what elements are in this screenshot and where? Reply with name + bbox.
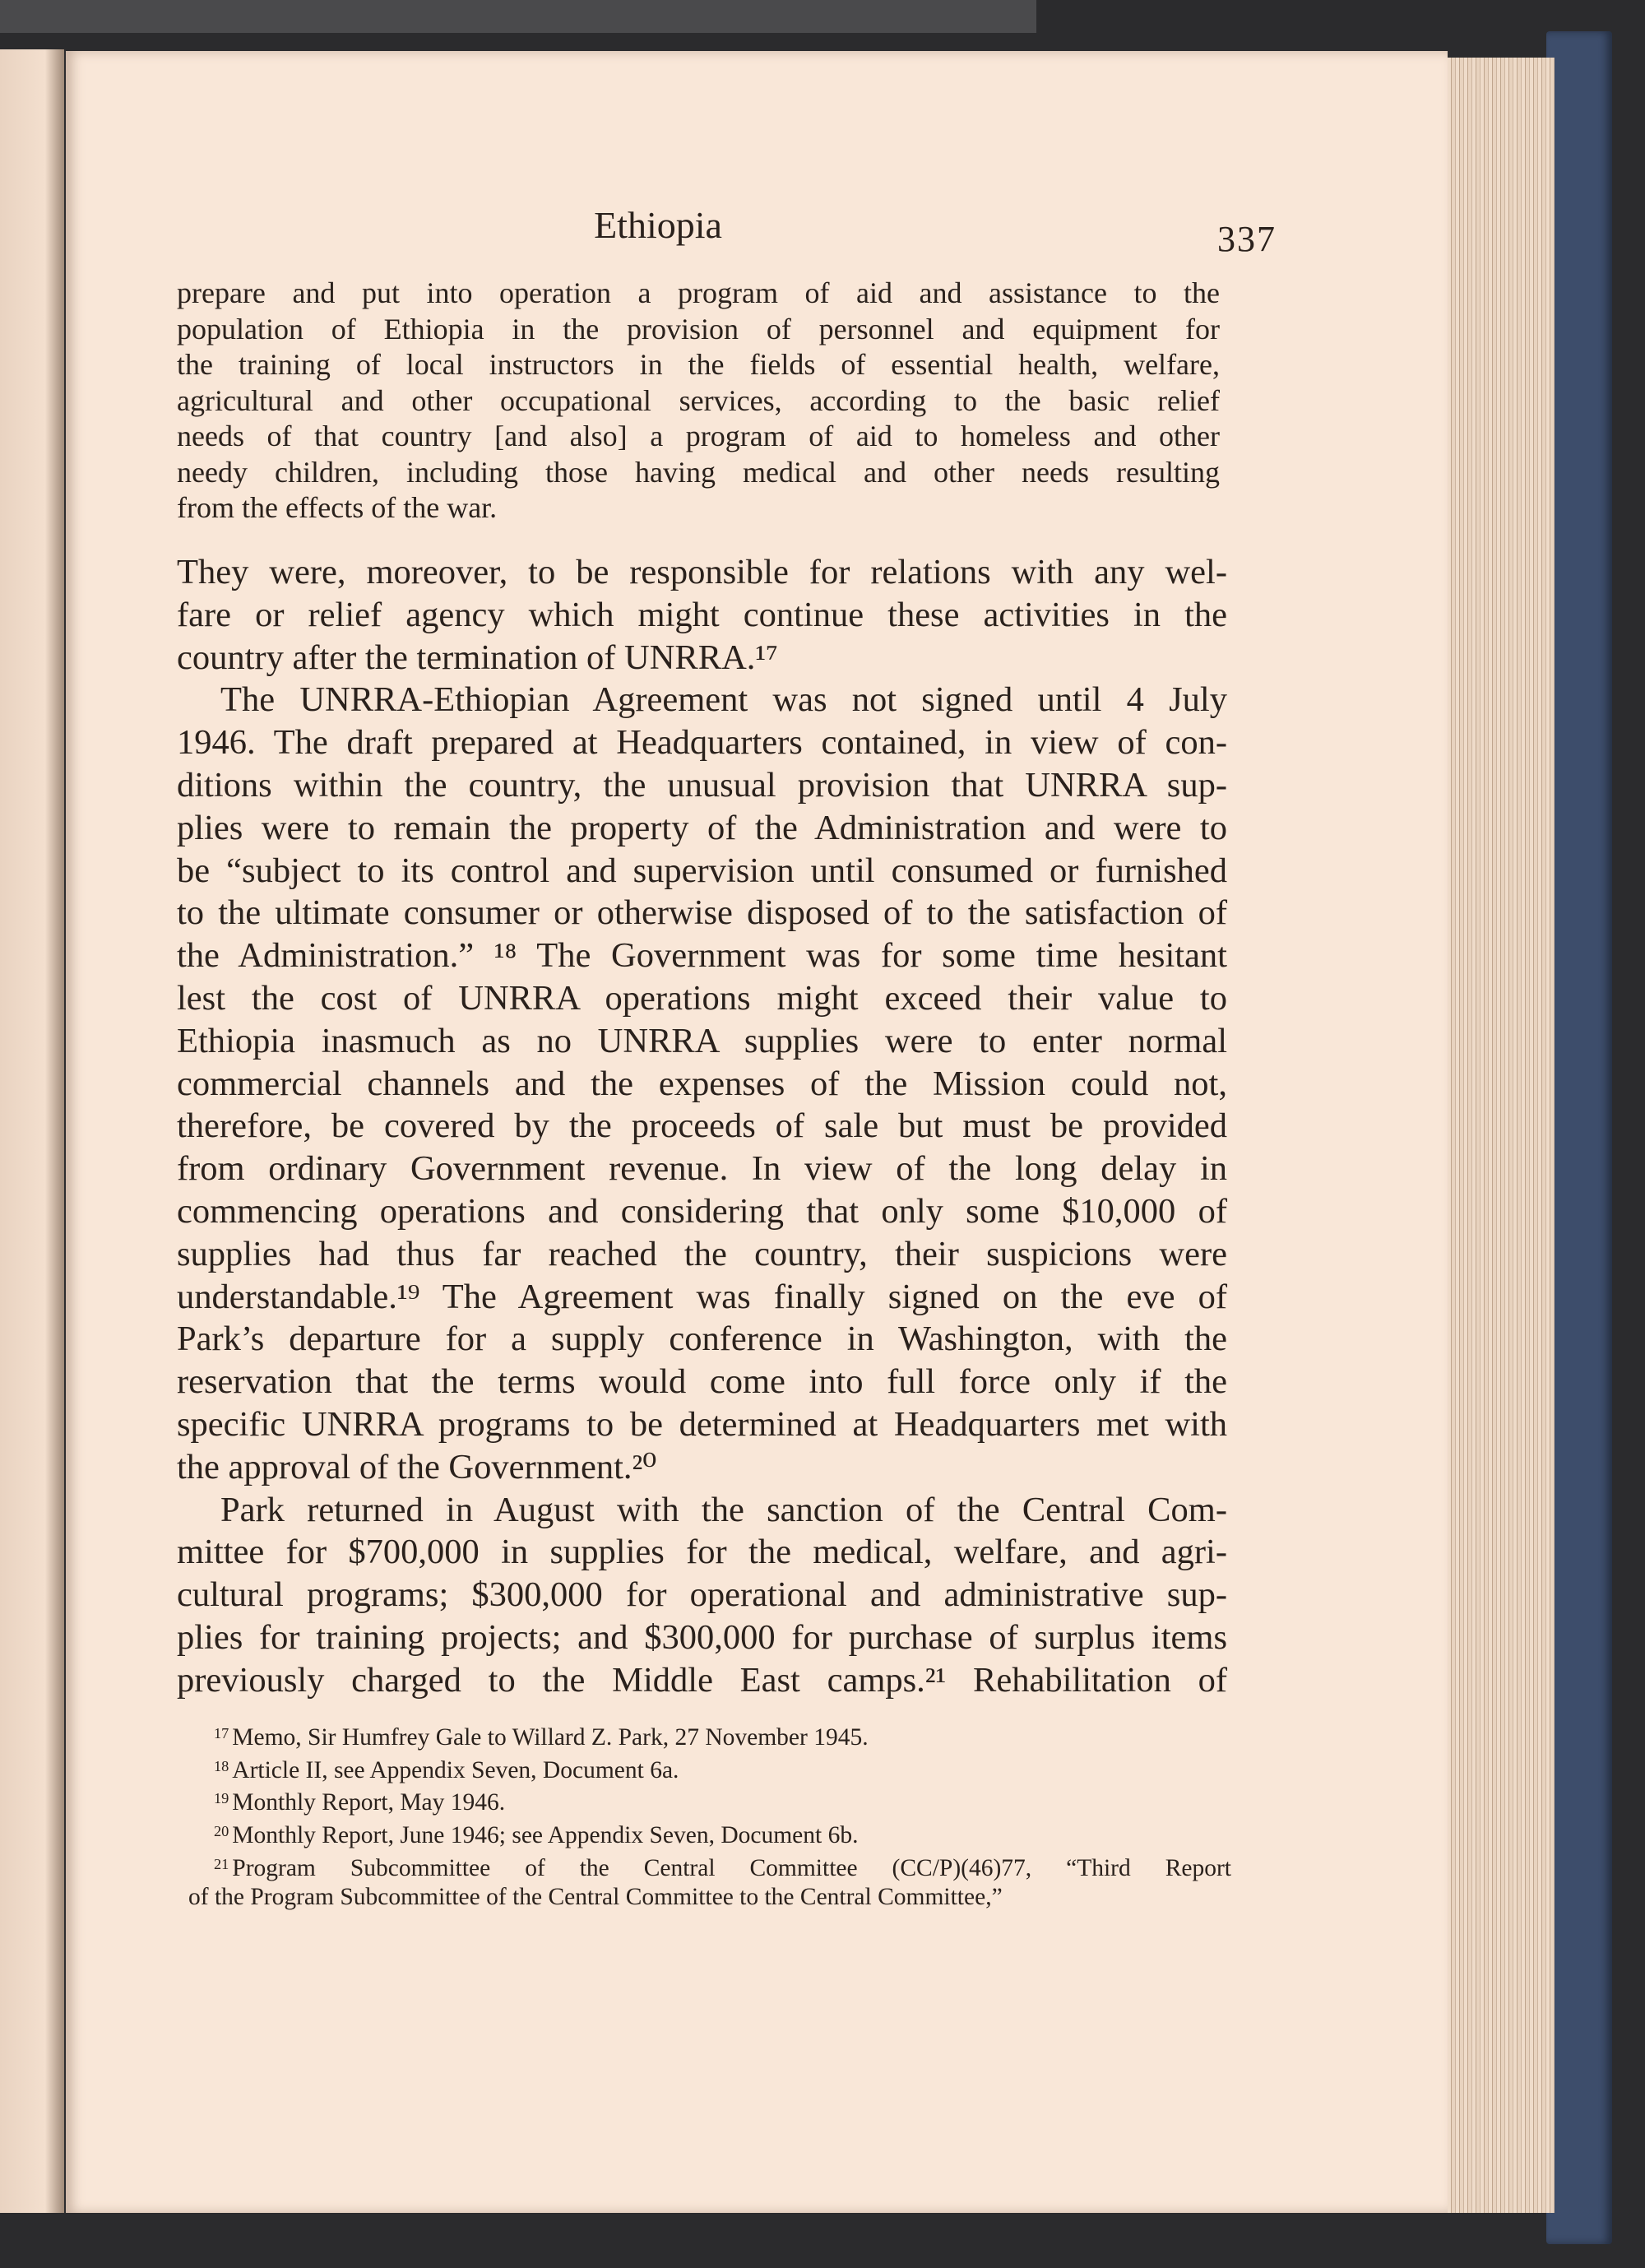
footnotes (188, 1719, 1231, 1911)
quote-line: population of Ethiopia in the provision of personnel and equipment for (177, 312, 1220, 346)
body-line: mittee for $700,000 in supplies for the medical, welfare, and agri- (177, 1533, 1227, 1572)
footnote (188, 1850, 1231, 1883)
footnote-number: 18 (214, 1757, 229, 1774)
quote-line: agricultural and other occupational services, according to the basic relief (177, 383, 1220, 417)
footnote-text: Monthly Report, May 1946. (232, 1789, 506, 1816)
body-line: Ethiopia inasmuch as no UNRRA supplies were to enter normal (177, 1021, 1227, 1060)
body-line: therefore, be covered by the proceeds of sale but must be provided (177, 1106, 1227, 1146)
body-line: ditions within the country, the unusual provision that UNRRA sup- (177, 765, 1227, 805)
body-line: to the ultimate consumer or otherwise disposed of to the satisfaction of (177, 893, 1227, 933)
body-line: The UNRRA-Ethiopian Agreement was not signed until 4 July (220, 680, 1227, 720)
footnote-text: Memo, Sir Humfrey Gale to Willard Z. Park, 27 November 1945. (232, 1724, 869, 1751)
body-line: reservation that the terms would come into full force only if the (177, 1362, 1227, 1402)
footnote (188, 1817, 1231, 1850)
block-quote (177, 276, 1220, 526)
body-line: fare or relief agency which might continue these activities in the (177, 595, 1227, 634)
body-line: from ordinary Government revenue. In view of the long delay in (177, 1149, 1227, 1189)
body-line: 1946. The draft prepared at Headquarters contained, in view of con- (177, 723, 1227, 763)
book-cover (1546, 31, 1612, 2244)
footnote (188, 1752, 1231, 1785)
body-text (177, 551, 1227, 1702)
footnote-number: 20 (214, 1823, 229, 1840)
body-line: be “subject to its control and supervision until consumed or furnished (177, 851, 1227, 890)
facing-page-edge (0, 49, 64, 2213)
body-line: previously charged to the Middle East camps.²¹ Rehabilitation of (177, 1660, 1227, 1700)
body-line: the approval of the Government.²⁰ (177, 1447, 657, 1486)
quote-line: from the effects of the war. (177, 491, 498, 524)
quote-line: needs of that country [and also] a program of aid to homeless and other (177, 420, 1220, 452)
footnote-number: 19 (214, 1790, 229, 1807)
body-line: commercial channels and the expenses of the Mission could not, (177, 1064, 1227, 1103)
page-number: 337 (1217, 219, 1277, 259)
body-line: Park returned in August with the sanction of the Central Com- (220, 1490, 1227, 1529)
scanner-background (0, 0, 1036, 33)
footnote-number: 21 (214, 1855, 229, 1872)
footnote-text: of the Program Subcommittee of the Central Committee to the Central Committee,” (188, 1883, 1003, 1910)
quote-line: the training of local instructors in the fields of essential health, welfare, (177, 348, 1220, 381)
body-line: lest the cost of UNRRA operations might exceed their value to (177, 978, 1227, 1018)
body-line: They were, moreover, to be responsible for relations with any wel- (177, 553, 1227, 591)
running-head-text: Ethiopia (594, 204, 722, 246)
page-edges (1443, 58, 1555, 2213)
body-line: country after the termination of UNRRA.¹⁷ (177, 638, 778, 677)
footnote-text: Program Subcommittee of the Central Committee (CC/P)(46)77, “Third Report (232, 1855, 1231, 1882)
footnote (188, 1719, 1231, 1752)
body-line: specific UNRRA programs to be determined at Headquarters met with (177, 1404, 1227, 1444)
footnote-number: 17 (214, 1725, 229, 1742)
body-line: plies for training projects; and $300,000 for purchase of surplus items (177, 1617, 1227, 1657)
body-line: Park’s departure for a supply conference in Washington, with the (177, 1320, 1227, 1359)
body-line: cultural programs; $300,000 for operational and administrative sup- (177, 1575, 1227, 1615)
body-line: plies were to remain the property of the Administration and were to (177, 808, 1227, 847)
quote-line: prepare and put into operation a program of aid and assistance to the (177, 276, 1220, 309)
body-line: supplies had thus far reached the country, their suspicions were (177, 1234, 1227, 1273)
body-line: the Administration.” ¹⁸ The Government was for some time hesitant (177, 936, 1227, 976)
body-line: commencing operations and considering that only some $10,000 of (177, 1191, 1227, 1231)
quote-line: needy children, including those having medical and other needs resulting (177, 455, 1220, 489)
footnote-text: Article II, see Appendix Seven, Document 6a. (232, 1756, 679, 1783)
footnote-text: Monthly Report, June 1946; see Appendix Seven, Document 6b. (232, 1822, 859, 1849)
footnote (188, 1784, 1231, 1817)
footnote (188, 1883, 1231, 1912)
body-line: understandable.¹⁹ The Agreement was finally signed on the eve of (177, 1277, 1227, 1316)
